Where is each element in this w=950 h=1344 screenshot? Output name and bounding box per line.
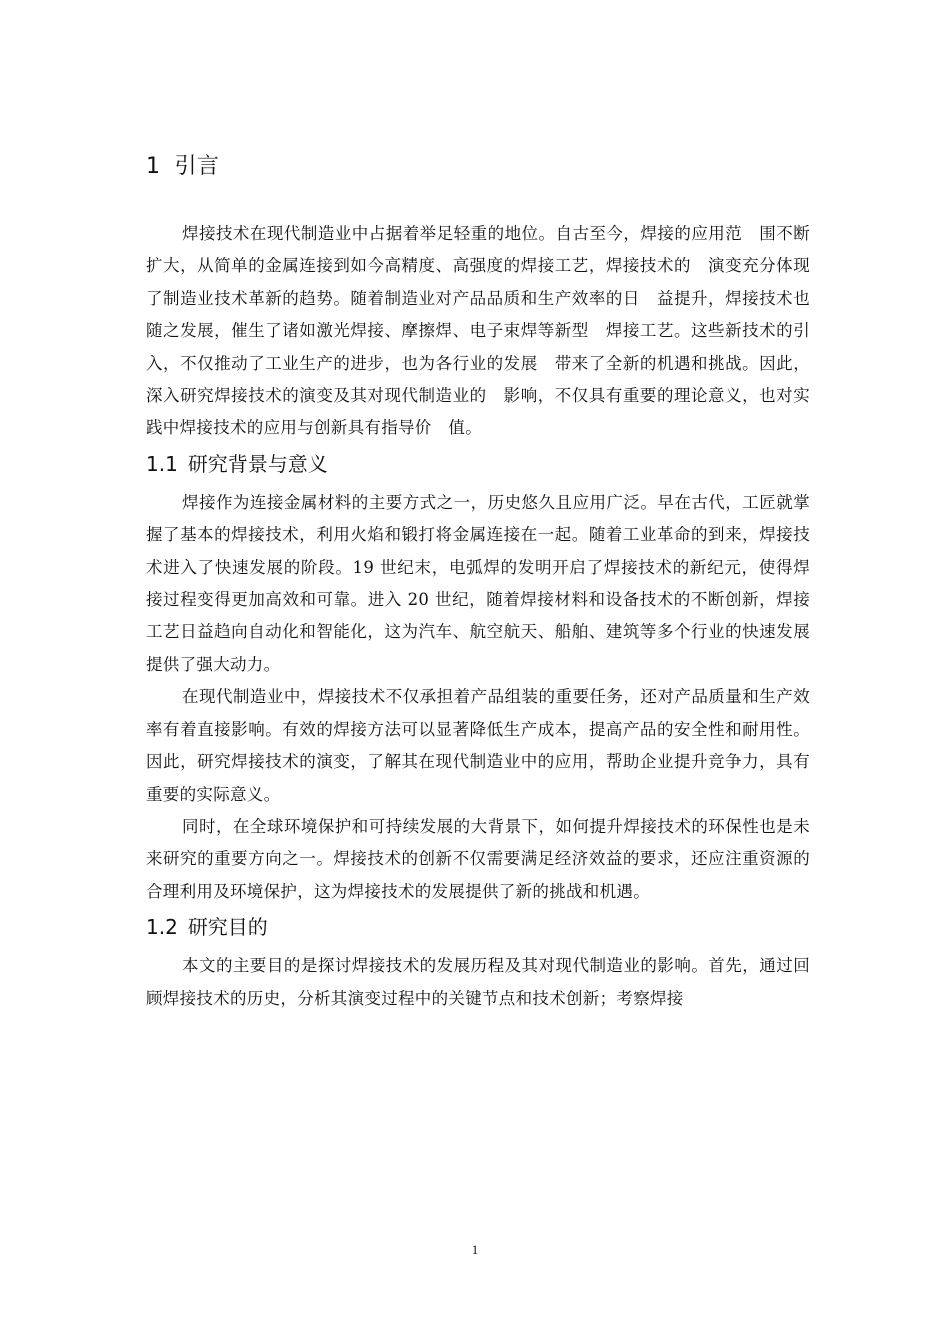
background-paragraph-1: 焊接作为连接金属材料的主要方式之一，历史悠久且应用广泛。早在古代，工匠就掌握了基本的焊接技术，利用火焰和锻打将金属连接在一起。随着工业革命的到来，焊接技术进入了快速发展的阶段。19 世纪末，电弧焊的发明开启了焊接技术的新纪元，使得焊接过程变得更加高效和可靠。进入 20 世纪，随着焊接材料和设备技术的不断创新，焊接工艺日益趋向自动化和智能化，这为汽车、航空航天、船舶、建筑等多个行业的快速发展提供了强大动力。 [146,492,810,674]
section-heading-1-1 [146,447,810,481]
chapter-title: 引言 [174,154,220,179]
chapter-heading [146,150,810,184]
section-title: 研究背景与意义 [187,451,328,476]
background-paragraph-2: 在现代制造业中，焊接技术不仅承担着产品组装的重要任务，还对产品质量和生产效率有着直接影响。有效的焊接方法可以显著降低生产成本，提高产品的安全性和耐用性。因此，研究焊接技术的演变，了解其在现代制造业中的应用，帮助企业提升竞争力，具有重要的实际意义。 [146,687,810,804]
intro-paragraph: 焊接技术在现代制造业中占据着举足轻重的地位。自古至今，焊接的应用范 围不断扩大，从简单的金属连接到如今高精度、高强度的焊接工艺，焊接技术的 演变充分体现了制造业技术革新的趋势。随着制造业对产品品质和生产效率的日 益提升，焊接技术也随之发展，催生了诸如激光焊接、摩擦焊、电子束焊等新型 焊接工艺。这些新技术的引入，不仅推动了工业生产的进步，也为各行业的发展 带来了全新的机遇和挑战。因此，深入研究焊接技术的演变及其对现代制造业的 影响，不仅具有重要的理论意义，也对实践中焊接技术的应用与创新具有指导价 值。 [146,224,810,438]
page-body [146,150,810,1015]
purpose-paragraph-1: 本文的主要目的是探讨焊接技术的发展历程及其对现代制造业的影响。首先，通过回顾焊接技术的历史，分析其演变过程中的关键节点和技术创新；考察焊接 [146,956,810,1008]
section-number: 1.1 [146,451,178,476]
section-number: 1.2 [146,915,178,940]
page-number: 1 [471,1242,479,1257]
section-title: 研究目的 [187,915,268,940]
chapter-number: 1 [146,154,161,179]
section-heading-1-2 [146,910,810,944]
background-paragraph-3: 同时，在全球环境保护和可持续发展的大背景下，如何提升焊接技术的环保性也是未来研究的重要方向之一。焊接技术的创新不仅需要满足经济效益的要求，还应注重资源的合理利用及环境保护，这为焊接技术的发展提供了新的挑战和机遇。 [146,816,810,901]
